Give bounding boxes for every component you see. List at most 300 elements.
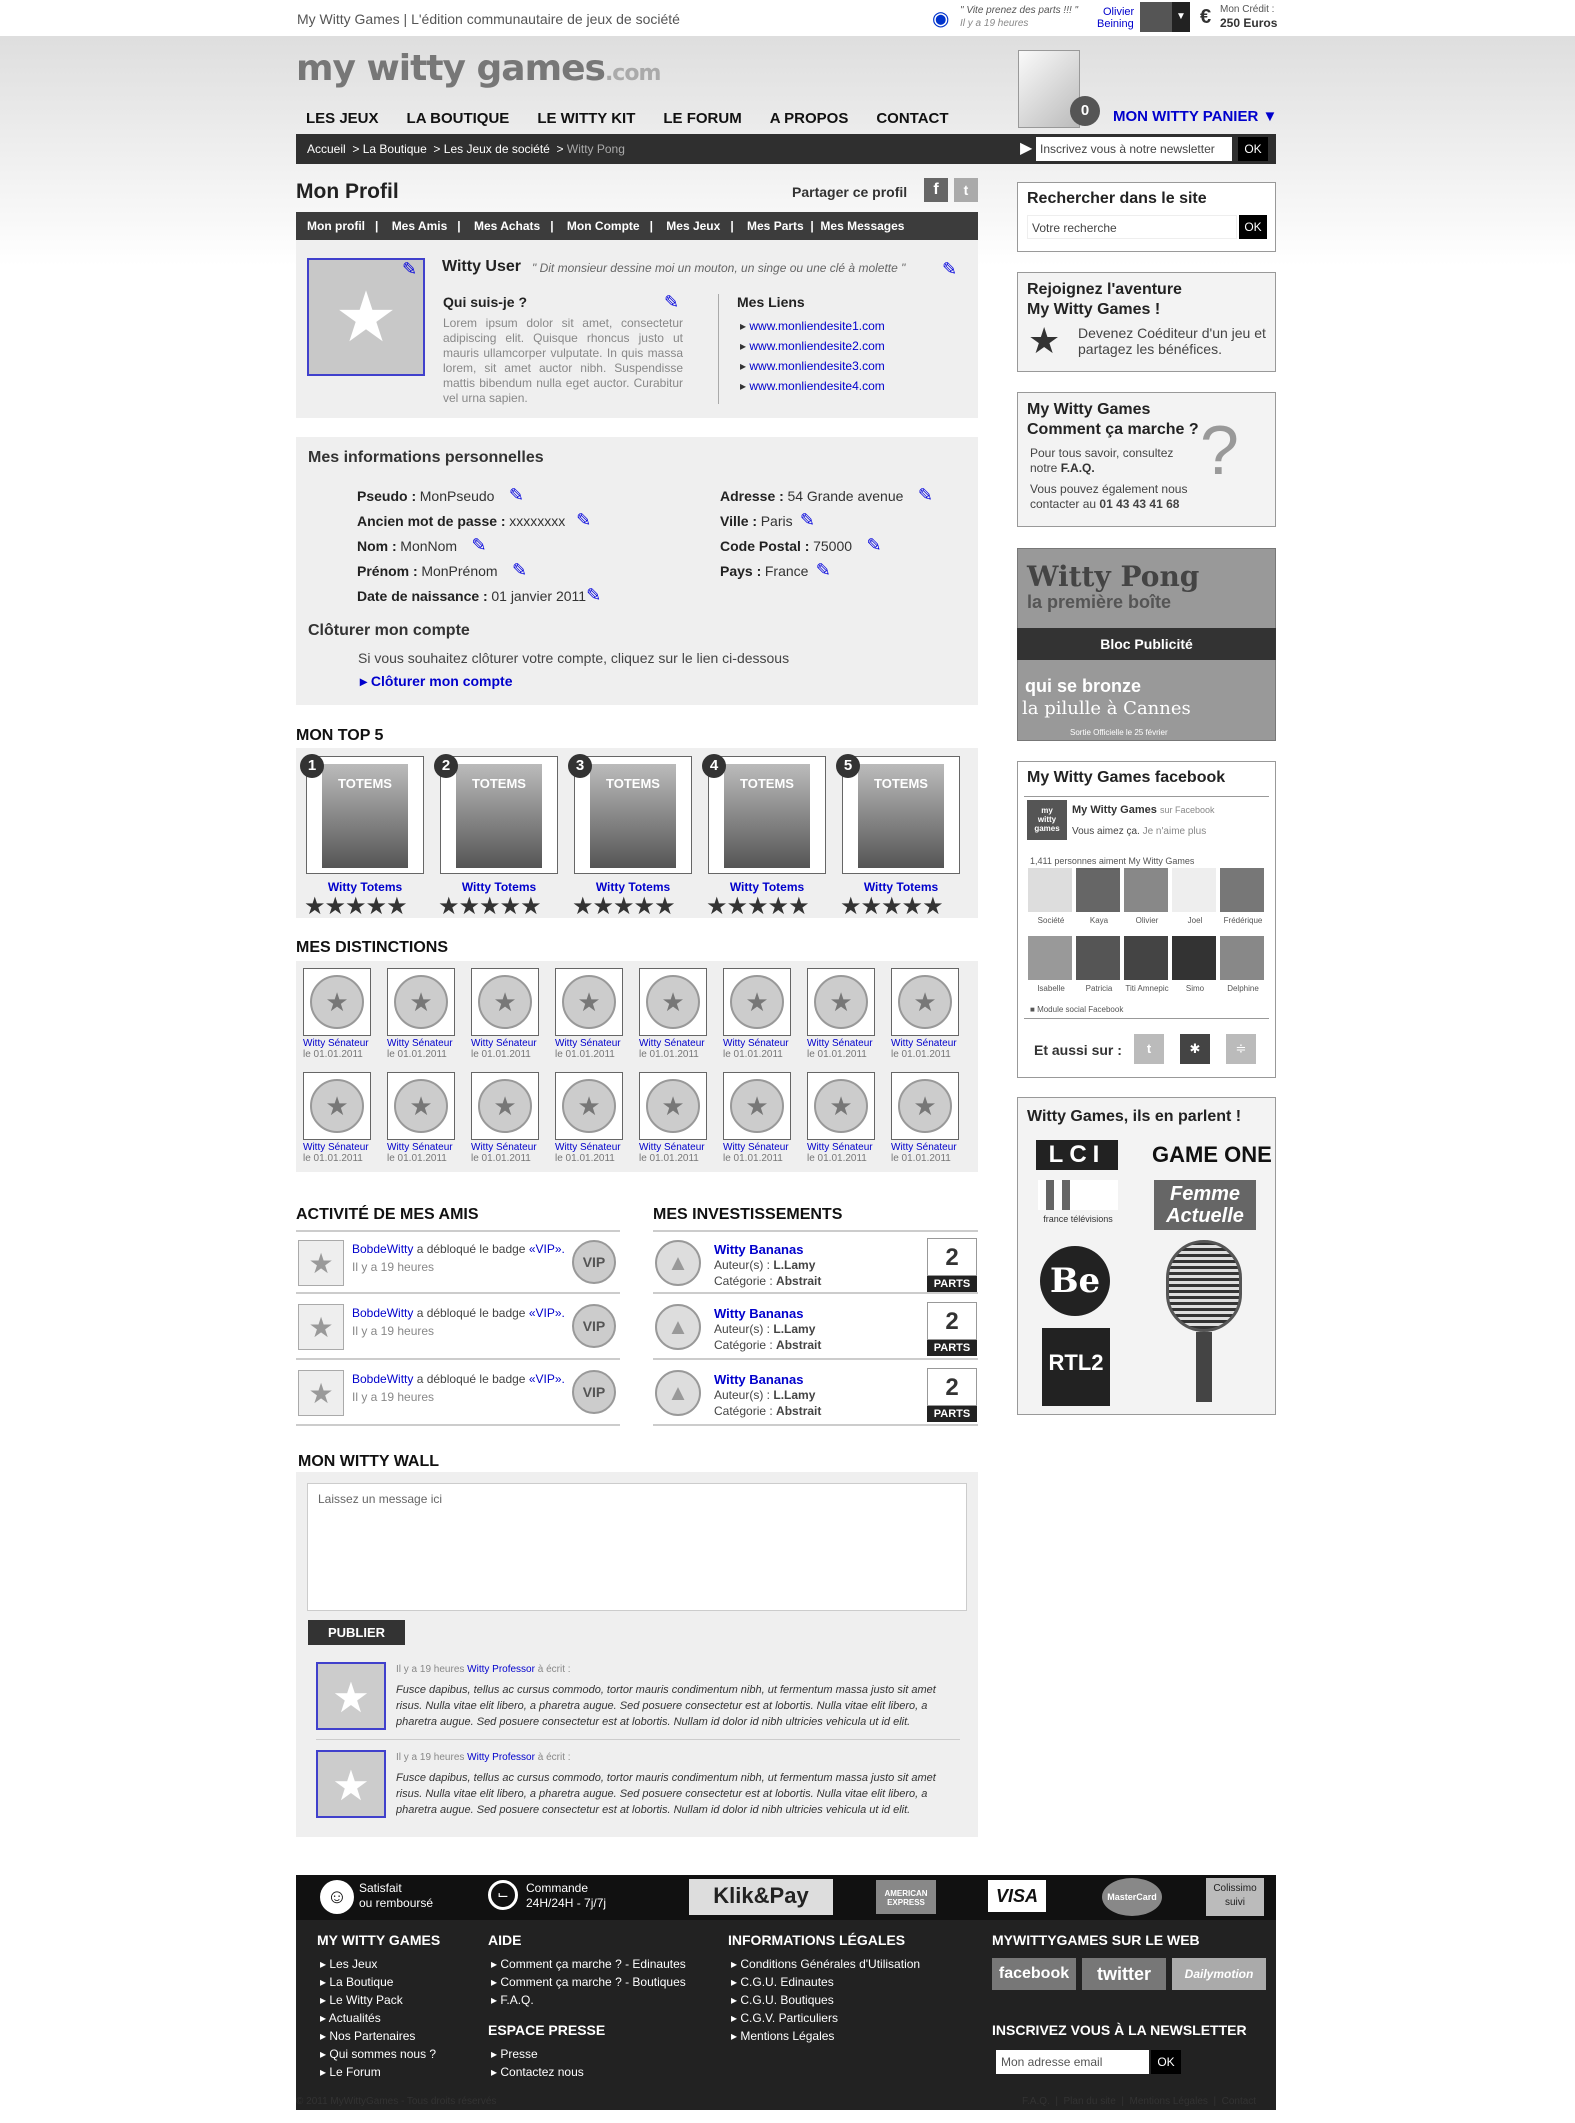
activity-time: Il y a 19 heures bbox=[352, 1324, 435, 1338]
tab-mes-parts[interactable]: Mes Parts bbox=[747, 219, 804, 233]
ad-small: Sortie Officielle le 25 février bbox=[1070, 728, 1168, 737]
bio-text: Lorem ipsum dolor sit amet, consectetur adipiscing elit. Quisque rhoncus justo ut mauris ullamcorper vulputate. In quis massa lorem, sit amet auctor nibh. Suspendisse mattis bibendum nulla eget auctor. Curabitur vel urna sapien. bbox=[443, 316, 683, 405]
fb-fan-photo bbox=[1220, 868, 1264, 912]
footer-col3 bbox=[731, 1955, 920, 2045]
game-token-icon[interactable]: ▲ bbox=[655, 1370, 701, 1416]
footer-link[interactable]: ▸ C.G.U. Edinautes bbox=[731, 1975, 834, 1989]
credit-label: Mon Crédit : bbox=[1220, 4, 1275, 15]
user-firstname[interactable]: Olivier bbox=[1103, 6, 1135, 18]
lci-logo: LCI bbox=[1036, 1140, 1118, 1170]
facebook-icon[interactable]: f bbox=[924, 178, 948, 202]
share-label: Partager ce profil bbox=[792, 184, 908, 200]
personal-right-fields bbox=[720, 484, 936, 584]
edit-pencil-icon[interactable]: ✎ bbox=[508, 485, 525, 505]
bottom-link-mentions[interactable]: Mentions Légales bbox=[1129, 2096, 1208, 2107]
footer-col2 bbox=[491, 1955, 686, 2009]
edit-quote-pencil-icon[interactable]: ✎ bbox=[942, 259, 958, 279]
be-logo: Be bbox=[1040, 1246, 1110, 1316]
game-box-art: TOTEMS bbox=[724, 764, 810, 868]
distinction-date: le 01.01.2011 bbox=[303, 1049, 363, 1060]
gameone-logo: GAME ONE bbox=[1152, 1142, 1272, 1167]
link-item[interactable]: ▸ www.monliendesite2.com bbox=[740, 339, 885, 353]
cart-label[interactable]: MON WITTY PANIER ▼ bbox=[1113, 108, 1278, 125]
mwg-logo-icon: my witty games bbox=[1027, 800, 1067, 840]
edit-pencil-icon[interactable]: ✎ bbox=[512, 560, 528, 580]
friend-avatar[interactable]: ★ bbox=[298, 1370, 344, 1416]
footer-link[interactable]: ▸ Le Forum bbox=[320, 2065, 381, 2079]
femme-actuelle-logo: Femme Actuelle bbox=[1154, 1180, 1256, 1230]
parts-label: PARTS bbox=[927, 1406, 977, 1422]
distinction-name: Witty Sénateur bbox=[723, 1142, 789, 1153]
rank-badge: 5 bbox=[836, 754, 860, 778]
bottom-link-plan[interactable]: Plan du site bbox=[1063, 2096, 1116, 2107]
rtl2-logo: RTL2 bbox=[1042, 1328, 1110, 1406]
nav-les-jeux[interactable]: LES JEUX bbox=[306, 110, 379, 127]
distinction-name: Witty Sénateur bbox=[807, 1142, 873, 1153]
investment-author: Auteur(s) : L.Lamy bbox=[714, 1388, 816, 1402]
game-name[interactable]: Witty Totems bbox=[863, 880, 939, 894]
fb-fan-name: Frédérique bbox=[1223, 916, 1263, 925]
link-item[interactable]: ▸ www.monliendesite1.com bbox=[740, 319, 885, 333]
investment-author: Auteur(s) : L.Lamy bbox=[714, 1322, 816, 1336]
footer-newsletter-ok[interactable]: OK bbox=[1151, 2050, 1181, 2074]
fb-fan-photo bbox=[1076, 868, 1120, 912]
fb-fan-name: Titi Amnepic bbox=[1125, 984, 1169, 993]
footer-link[interactable]: ▸ C.G.V. Particuliers bbox=[731, 2011, 838, 2025]
distinction-date: le 01.01.2011 bbox=[387, 1049, 447, 1060]
distinction-badge[interactable] bbox=[555, 1072, 635, 1172]
distinction-badge[interactable] bbox=[723, 1072, 803, 1172]
footer-link[interactable]: ▸ La Boutique bbox=[320, 1975, 394, 1989]
investment-category: Catégorie : Abstrait bbox=[714, 1404, 822, 1418]
edit-pencil-icon[interactable]: ✎ bbox=[815, 560, 831, 580]
how-contact: Vous pouvez également nous contacter au 01 43 43 41 68 bbox=[1030, 482, 1188, 511]
field-pays: Pays : France ✎ bbox=[720, 559, 936, 584]
nav-le-forum[interactable]: LE FORUM bbox=[663, 110, 742, 127]
footer-col1 bbox=[320, 1955, 436, 2081]
distinction-badge[interactable] bbox=[471, 1072, 551, 1172]
investment-name[interactable]: Witty Bananas bbox=[714, 1242, 804, 1257]
edit-pencil-icon[interactable]: ✎ bbox=[471, 535, 487, 555]
distinction-badge[interactable] bbox=[555, 968, 635, 1068]
footer-link[interactable]: ▸ Qui sommes nous ? bbox=[320, 2047, 437, 2061]
distinction-name: Witty Sénateur bbox=[303, 1038, 369, 1049]
nav-le-witty-kit[interactable]: LE WITTY KIT bbox=[537, 110, 636, 127]
medal-icon: ★ bbox=[639, 968, 707, 1036]
cart-count: 0 bbox=[1070, 96, 1100, 126]
medal-icon: ★ bbox=[387, 1072, 455, 1140]
breadcrumb-current: Witty Pong bbox=[566, 142, 625, 156]
how-text: Pour tous savoir, consultez notre F.A.Q. bbox=[1030, 446, 1174, 475]
ad-bottom1: qui se bronze bbox=[1025, 676, 1142, 696]
copyright: © 2011 MyWittyGames - Tous droits réservés bbox=[296, 2096, 497, 2107]
divider bbox=[718, 294, 719, 404]
edit-avatar-pencil-icon[interactable]: ✎ bbox=[402, 259, 418, 279]
faq-link[interactable]: F.A.Q. bbox=[1060, 461, 1095, 475]
activity-row bbox=[296, 1362, 620, 1426]
fb-page-line: My Witty Games sur Facebook bbox=[1072, 804, 1215, 816]
footer-newsletter-input[interactable]: Mon adresse email bbox=[996, 2050, 1149, 2074]
links-list bbox=[740, 316, 885, 396]
ad-bottom2: la pilulle à Cannes bbox=[1022, 698, 1191, 719]
distinction-name: Witty Sénateur bbox=[471, 1142, 537, 1153]
clock-icon: ⌙ bbox=[488, 1880, 518, 1910]
post-avatar[interactable]: ★ bbox=[316, 1662, 386, 1730]
who-title: Qui suis-je ? bbox=[443, 294, 528, 310]
wall-post bbox=[316, 1656, 960, 1740]
top5-item[interactable] bbox=[300, 754, 424, 918]
distinction-date: le 01.01.2011 bbox=[807, 1153, 867, 1164]
game-name[interactable]: Witty Totems bbox=[461, 880, 537, 894]
field-nom: Nom : MonNom ✎ bbox=[357, 534, 604, 559]
link-item[interactable]: ▸ www.monliendesite3.com bbox=[740, 359, 885, 373]
ad-subtitle: la première boîte bbox=[1027, 592, 1172, 612]
footer-link[interactable]: ▸ Le Witty Pack bbox=[320, 1993, 403, 2007]
fb-like-line[interactable]: Vous aimez ça. Je n'aime plus bbox=[1072, 826, 1207, 837]
nav-contact[interactable]: CONTACT bbox=[876, 110, 949, 127]
distinction-date: le 01.01.2011 bbox=[723, 1049, 783, 1060]
medal-icon: ★ bbox=[471, 1072, 539, 1140]
tab-mon-compte[interactable]: Mon Compte bbox=[566, 219, 640, 233]
distinction-name: Witty Sénateur bbox=[639, 1142, 705, 1153]
distinction-name: Witty Sénateur bbox=[387, 1038, 453, 1049]
distinction-date: le 01.01.2011 bbox=[723, 1153, 783, 1164]
bottom-link-faq[interactable]: F.A.Q. bbox=[1022, 2096, 1050, 2107]
footer-col1-title: MY WITTY GAMES bbox=[317, 1932, 441, 1948]
medal-icon: ★ bbox=[639, 1072, 707, 1140]
investment-name[interactable]: Witty Bananas bbox=[714, 1372, 804, 1387]
rss-icon[interactable]: ≑ bbox=[1226, 1034, 1256, 1064]
footer-link[interactable]: ▸ Comment ça marche ? - Boutiques bbox=[491, 1975, 686, 1989]
post-author-link[interactable]: Witty Professor bbox=[467, 1664, 535, 1675]
fb-fan-name: Joel bbox=[1187, 916, 1203, 925]
distinction-date: le 01.01.2011 bbox=[471, 1153, 531, 1164]
medal-icon: ★ bbox=[555, 968, 623, 1036]
newsletter-input[interactable]: Inscrivez vous à notre newsletter bbox=[1036, 137, 1232, 161]
distinction-badge[interactable] bbox=[807, 1072, 887, 1172]
top5-title: MON TOP 5 bbox=[296, 727, 384, 744]
mastercard-logo: MasterCard bbox=[1102, 1878, 1162, 1916]
fb-count: 1,411 personnes aiment My Witty Games bbox=[1030, 856, 1195, 866]
francetv-logo: france télévisions bbox=[1038, 1180, 1118, 1230]
how-title: My Witty Games Comment ça marche ? bbox=[1027, 401, 1199, 438]
visa-logo: VISA bbox=[988, 1880, 1046, 1912]
distinction-date: le 01.01.2011 bbox=[555, 1153, 615, 1164]
activity-text: BobdeWitty a débloqué le badge «VIP». bbox=[352, 1242, 565, 1256]
activity-title: ACTIVITÉ DE MES AMIS bbox=[296, 1206, 479, 1223]
medal-icon: ★ bbox=[723, 968, 791, 1036]
footer-col3-title: INFORMATIONS LÉGALES bbox=[728, 1932, 906, 1948]
distinction-badge[interactable] bbox=[891, 968, 971, 1068]
footer-link[interactable]: ▸ Nos Partenaires bbox=[320, 2029, 416, 2043]
edit-pencil-icon[interactable]: ✎ bbox=[917, 485, 933, 505]
distinction-badge[interactable] bbox=[387, 1072, 467, 1172]
link-item[interactable]: ▸ www.monliendesite4.com bbox=[740, 379, 885, 393]
distinction-date: le 01.01.2011 bbox=[891, 1049, 951, 1060]
field-ville: Ville : Paris ✎ bbox=[720, 509, 936, 534]
investment-row bbox=[653, 1296, 978, 1360]
rank-badge: 1 bbox=[300, 754, 324, 778]
main-nav bbox=[306, 110, 977, 127]
footer-link[interactable]: ▸ Presse bbox=[491, 2047, 538, 2061]
twitter-icon[interactable]: t bbox=[1134, 1034, 1164, 1064]
footer-link[interactable]: ▸ Les Jeux bbox=[320, 1957, 378, 1971]
ad-title: Witty Pong bbox=[1027, 560, 1200, 593]
also-label: Et aussi sur : bbox=[1034, 1042, 1122, 1058]
friend-avatar[interactable]: ★ bbox=[298, 1304, 344, 1350]
investment-row bbox=[653, 1230, 978, 1294]
fb-fan-photo bbox=[1124, 936, 1168, 980]
page-title: Mon Profil bbox=[296, 180, 399, 203]
friend-link[interactable]: BobdeWitty bbox=[352, 1306, 414, 1320]
distinction-date: le 01.01.2011 bbox=[471, 1049, 531, 1060]
footer-link[interactable]: ▸ Mentions Légales bbox=[731, 2029, 835, 2043]
distinction-date: le 01.01.2011 bbox=[387, 1153, 447, 1164]
footer-link[interactable]: ▸ C.G.U. Boutiques bbox=[731, 1993, 834, 2007]
vip-badge-icon[interactable]: VIP bbox=[572, 1370, 616, 1414]
field-adresse: Adresse : 54 Grande avenue ✎ bbox=[720, 484, 936, 509]
field-birthdate: Date de naissance : 01 janvier 2011✎ bbox=[357, 584, 604, 609]
edit-bio-pencil-icon[interactable]: ✎ bbox=[664, 292, 680, 312]
personal-left-fields bbox=[357, 484, 604, 609]
edit-pencil-icon[interactable]: ✎ bbox=[576, 510, 592, 530]
ad-label: Bloc Publicité bbox=[1017, 628, 1276, 660]
post-text: Fusce dapibus, tellus ac cursus commodo, tortor mauris condimentum nibh, ut fermentum massa justo sit amet risus. Nulla vitae elit libero, a pharetra augue. Sed posuere consectetur est at lobortis. Nulla vitae elit libero, a pharetra augue. Sed posuere consectetur est at lobortis. Nullam id dolor id nibh ultricies vehicula ut id elit. bbox=[396, 1772, 936, 1816]
site-tagline: My Witty Games | L'édition communautaire de jeux de société bbox=[297, 11, 680, 27]
close-account-title: Clôturer mon compte bbox=[308, 622, 470, 639]
distinctions-title: MES DISTINCTIONS bbox=[296, 939, 449, 956]
wall-posts bbox=[316, 1656, 960, 1826]
footer-bottom-links: F.A.Q. | Plan du site | Mentions Légales | Contact bbox=[1022, 2096, 1257, 2107]
top5-item[interactable] bbox=[568, 754, 692, 918]
twitter-icon[interactable]: t bbox=[954, 178, 978, 202]
chevron-down-icon[interactable]: ▼ bbox=[1172, 2, 1190, 32]
activity-text: BobdeWitty a débloqué le badge «VIP». bbox=[352, 1372, 565, 1386]
investments-title: MES INVESTISSEMENTS bbox=[653, 1206, 843, 1223]
top5-list bbox=[300, 754, 976, 918]
activity-row bbox=[296, 1230, 620, 1294]
fb-fan[interactable] bbox=[1028, 868, 1074, 934]
medal-icon: ★ bbox=[555, 1072, 623, 1140]
fb-fan[interactable] bbox=[1172, 936, 1218, 1002]
mascot-question-icon: ? bbox=[1200, 411, 1239, 489]
close-account-link[interactable]: ▸ Clôturer mon compte bbox=[360, 673, 513, 689]
top5-item[interactable] bbox=[836, 754, 960, 918]
game-box-art: TOTEMS bbox=[858, 764, 944, 868]
investment-category: Catégorie : Abstrait bbox=[714, 1274, 822, 1288]
chat-icon[interactable]: ◉ bbox=[932, 8, 950, 30]
activity-time: Il y a 19 heures bbox=[352, 1260, 435, 1274]
fb-fan[interactable] bbox=[1220, 936, 1266, 1002]
breadcrumb-accueil[interactable]: Accueil bbox=[307, 142, 346, 156]
distinction-badge[interactable] bbox=[639, 1072, 719, 1172]
investment-category: Catégorie : Abstrait bbox=[714, 1338, 822, 1352]
links-title: Mes Liens bbox=[737, 294, 805, 310]
distinction-name: Witty Sénateur bbox=[891, 1038, 957, 1049]
tab-mon-profil[interactable]: Mon profil bbox=[307, 219, 365, 233]
top5-item[interactable] bbox=[434, 754, 558, 918]
footer-link[interactable]: ▸ Conditions Générales d'Utilisation bbox=[731, 1957, 921, 1971]
distinction-badge[interactable] bbox=[387, 968, 467, 1068]
distinction-badge[interactable] bbox=[891, 1072, 971, 1172]
footer-link[interactable]: ▸ Comment ça marche ? - Edinautes bbox=[491, 1957, 686, 1971]
activity-text: BobdeWitty a débloqué le badge «VIP». bbox=[352, 1306, 565, 1320]
close-account-text: Si vous souhaitez clôturer votre compte, cliquez sur le lien ci-dessous bbox=[358, 650, 790, 666]
profile-avatar[interactable]: ★ bbox=[307, 258, 425, 376]
rating-stars: ★★★★★ bbox=[840, 893, 943, 920]
activity-row bbox=[296, 1296, 620, 1360]
distinction-name: Witty Sénateur bbox=[555, 1038, 621, 1049]
distinction-badge[interactable] bbox=[303, 1072, 383, 1172]
euro-icon: € bbox=[1200, 6, 1212, 28]
personal-info-title: Mes informations personnelles bbox=[308, 449, 544, 466]
notif-time: Il y a 19 heures bbox=[960, 18, 1029, 29]
medal-icon: ★ bbox=[723, 1072, 791, 1140]
medal-icon: ★ bbox=[891, 1072, 959, 1140]
facebook-title: My Witty Games facebook bbox=[1027, 769, 1226, 786]
distinction-date: le 01.01.2011 bbox=[891, 1153, 951, 1164]
user-lastname[interactable]: Beining bbox=[1097, 18, 1134, 30]
dailymotion-badge[interactable]: Dailymotion bbox=[1172, 1958, 1266, 1990]
fb-fan-name: Simo bbox=[1185, 984, 1205, 993]
search-input[interactable]: Votre recherche bbox=[1027, 215, 1237, 239]
post-meta: Il y a 19 heures Witty Professor à écrit : bbox=[396, 1664, 571, 1675]
edit-pencil-icon[interactable]: ✎ bbox=[799, 510, 815, 530]
distinction-date: le 01.01.2011 bbox=[639, 1153, 699, 1164]
footer-press bbox=[491, 2045, 584, 2081]
distinction-name: Witty Sénateur bbox=[891, 1142, 957, 1153]
fb-fan[interactable] bbox=[1124, 936, 1170, 1002]
distinction-date: le 01.01.2011 bbox=[807, 1049, 867, 1060]
twitter-badge[interactable]: twitter bbox=[1082, 1958, 1166, 1990]
distinction-badge[interactable] bbox=[303, 968, 383, 1068]
star-icon: ★ bbox=[1028, 320, 1061, 361]
field-pseudo: Pseudo : MonPseudo ✎ bbox=[357, 484, 604, 509]
notif-text[interactable]: " Vite prenez des parts !!! " bbox=[960, 5, 1079, 16]
fb-fan-name: Société bbox=[1037, 916, 1065, 925]
nav-a-propos[interactable]: A PROPOS bbox=[769, 110, 849, 127]
fb-fan-photo bbox=[1028, 868, 1072, 912]
footer-link[interactable]: ▸ Contactez nous bbox=[491, 2065, 584, 2079]
tab-mes-achats[interactable]: Mes Achats bbox=[473, 219, 541, 233]
game-name[interactable]: Witty Totems bbox=[327, 880, 403, 894]
footer-col2-title: AIDE bbox=[488, 1932, 522, 1948]
fb-module: ■ Module social Facebook bbox=[1030, 1005, 1124, 1014]
search-ok-button[interactable]: OK bbox=[1239, 215, 1267, 239]
facebook-badge[interactable]: facebook bbox=[992, 1958, 1076, 1990]
rating-stars: ★★★★★ bbox=[438, 893, 541, 920]
vip-badge-icon[interactable]: VIP bbox=[572, 1240, 616, 1284]
distinction-date: le 01.01.2011 bbox=[555, 1049, 615, 1060]
fb-fan[interactable] bbox=[1076, 868, 1122, 934]
distinction-date: le 01.01.2011 bbox=[303, 1153, 363, 1164]
fb-fan[interactable] bbox=[1220, 868, 1266, 934]
distinction-badge[interactable] bbox=[639, 968, 719, 1068]
fb-fan[interactable] bbox=[1172, 868, 1218, 934]
fb-fan[interactable] bbox=[1076, 936, 1122, 1002]
game-box-art: TOTEMS bbox=[456, 764, 542, 868]
medal-icon: ★ bbox=[303, 968, 371, 1036]
edit-pencil-icon[interactable]: ✎ bbox=[586, 585, 602, 605]
fb-fan[interactable] bbox=[1028, 936, 1074, 1002]
fb-fan[interactable] bbox=[1124, 868, 1170, 934]
rating-stars: ★★★★★ bbox=[706, 893, 809, 920]
fb-fan-name: Delphine bbox=[1227, 984, 1259, 993]
amex-logo: AMERICAN EXPRESS bbox=[876, 1880, 936, 1914]
wall-message-input[interactable]: Laissez un message ici bbox=[307, 1483, 967, 1611]
friend-avatar[interactable]: ★ bbox=[298, 1240, 344, 1286]
footer-link[interactable]: ▸ Actualités bbox=[320, 2011, 381, 2025]
parts-count: 2 bbox=[927, 1238, 977, 1276]
join-text: Devenez Coéditeur d'un jeu et partagez les bénéfices. bbox=[1078, 325, 1266, 357]
top5-item[interactable] bbox=[702, 754, 826, 918]
fb-fan-name: Kaya bbox=[1089, 916, 1109, 925]
tab-mes-messages[interactable]: Mes Messages bbox=[820, 219, 905, 233]
friend-link[interactable]: BobdeWitty bbox=[352, 1372, 414, 1386]
medal-icon: ★ bbox=[303, 1072, 371, 1140]
distinction-badge[interactable] bbox=[723, 968, 803, 1068]
credit-value: 250 Euros bbox=[1220, 16, 1278, 30]
post-avatar[interactable]: ★ bbox=[316, 1750, 386, 1818]
distinction-badge[interactable] bbox=[471, 968, 551, 1068]
investment-author: Auteur(s) : L.Lamy bbox=[714, 1258, 816, 1272]
breadcrumb: Accueil > La Boutique > Les Jeux de société > Witty Pong ▶ Inscrivez vous à notre newsletter OK bbox=[296, 134, 1276, 164]
post-author-link[interactable]: Witty Professor bbox=[467, 1752, 535, 1763]
distinction-name: Witty Sénateur bbox=[723, 1038, 789, 1049]
footer-link[interactable]: ▸ F.A.Q. bbox=[491, 1993, 534, 2007]
username: Witty User bbox=[442, 258, 521, 275]
medal-icon: ★ bbox=[807, 1072, 875, 1140]
vip-badge-icon[interactable]: VIP bbox=[572, 1304, 616, 1348]
join-title: Rejoignez l'aventure My Witty Games ! bbox=[1027, 281, 1182, 318]
fb-fan-photo bbox=[1124, 868, 1168, 912]
newsletter-ok-button[interactable]: OK bbox=[1238, 137, 1268, 161]
tab-mes-amis[interactable]: Mes Amis bbox=[391, 219, 448, 233]
game-token-icon[interactable]: ▲ bbox=[655, 1240, 701, 1286]
breadcrumb-boutique[interactable]: La Boutique bbox=[362, 142, 427, 156]
fb-fan-name: Olivier bbox=[1135, 916, 1159, 925]
medal-icon: ★ bbox=[807, 968, 875, 1036]
publish-button[interactable]: PUBLIER bbox=[308, 1620, 405, 1645]
investment-name[interactable]: Witty Bananas bbox=[714, 1306, 804, 1321]
logo[interactable]: my witty games.com bbox=[296, 48, 661, 89]
distinction-name: Witty Sénateur bbox=[807, 1038, 873, 1049]
tab-mes-jeux[interactable]: Mes Jeux bbox=[666, 219, 721, 233]
friend-link[interactable]: BobdeWitty bbox=[352, 1242, 414, 1256]
game-box-art: TOTEMS bbox=[322, 764, 408, 868]
medal-icon: ★ bbox=[891, 968, 959, 1036]
investment-row bbox=[653, 1362, 978, 1426]
investments-list bbox=[653, 1230, 978, 1434]
parts-count: 2 bbox=[927, 1368, 977, 1406]
commande-text: Commande 24H/24H - 7j/7j bbox=[526, 1881, 607, 1910]
nav-la-boutique[interactable]: LA BOUTIQUE bbox=[406, 110, 510, 127]
bottom-link-contact[interactable]: Contact bbox=[1221, 2096, 1257, 2107]
breadcrumb-jeux[interactable]: Les Jeux de société bbox=[443, 142, 550, 156]
divider bbox=[1024, 796, 1269, 797]
fb-fan-photo bbox=[1172, 868, 1216, 912]
avatar[interactable] bbox=[1140, 2, 1172, 32]
edit-pencil-icon[interactable]: ✎ bbox=[866, 535, 882, 555]
game-name[interactable]: Witty Totems bbox=[729, 880, 805, 894]
caret-down-icon: ▼ bbox=[1262, 108, 1278, 125]
dailymotion-icon[interactable]: ✱ bbox=[1180, 1034, 1210, 1064]
game-name[interactable]: Witty Totems bbox=[595, 880, 671, 894]
smiley-icon: ☺ bbox=[320, 1880, 354, 1914]
distinction-name: Witty Sénateur bbox=[555, 1142, 621, 1153]
game-token-icon[interactable]: ▲ bbox=[655, 1304, 701, 1350]
distinction-badge[interactable] bbox=[807, 968, 887, 1068]
